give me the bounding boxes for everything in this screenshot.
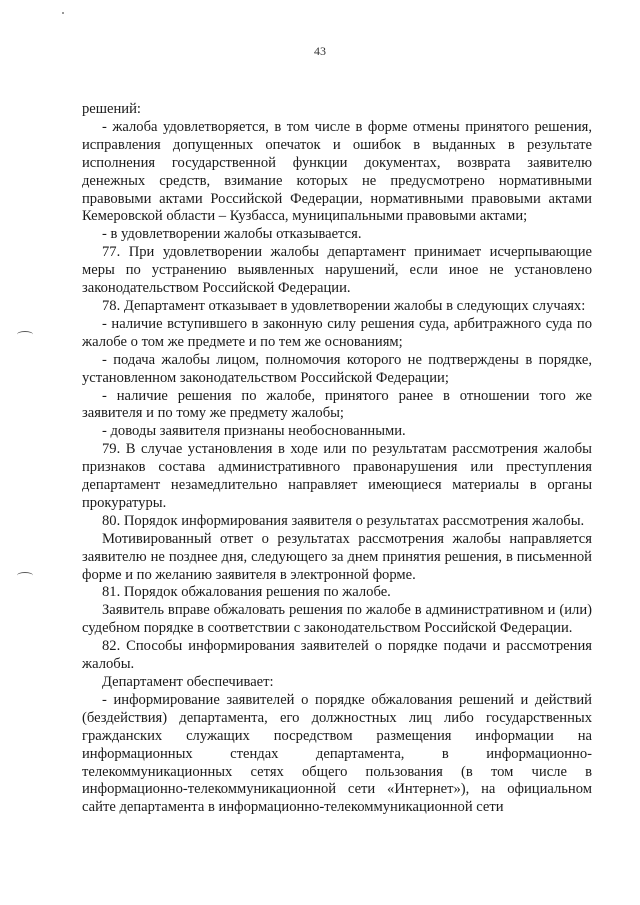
paragraph: 81. Порядок обжалования решения по жалобе.: [102, 584, 391, 601]
paragraph: - наличие вступившего в законную силу решения суда, арбитражного суда по жалобе о том же предмете и по тем же основаниям;: [82, 315, 592, 350]
paragraph: решений:: [82, 101, 141, 117]
paragraph: - доводы заявителя признаны необоснованными.: [102, 423, 406, 440]
page-number: 43: [314, 44, 326, 58]
paragraph: 78. Департамент отказывает в удовлетворении жалобы в следующих случаях:: [102, 297, 586, 314]
document-body: [82, 101, 592, 817]
paragraph: - информирование заявителей о порядке обжалования решений и действий (бездействия) департамента, его должностных лиц либо государственных гражданских служащих посредством размещения информации на информационных стендах департамента, в информационно-телекоммуникационных сетях общего пользования (в том числе в информационно-телекоммуникационной сети «Интернет»), на официальном сайте департамента в информационно-телекоммуникационной сети: [82, 691, 592, 816]
paragraph: Мотивированный ответ о результатах рассмотрения жалобы направляется заявителю не позднее дня, следующего за днем принятия решения, в письменной форме и по желанию заявителя в электронной форме.: [82, 530, 592, 583]
binding-hole-mark-top: [17, 331, 33, 338]
paragraph: Заявитель вправе обжаловать решения по жалобе в административном и (или) судебном порядке в соответствии с законодательством Российской Федерации.: [82, 602, 592, 637]
binding-hole-mark-bottom: [17, 572, 33, 579]
scan-speck: [62, 12, 64, 14]
paragraph: 77. При удовлетворении жалобы департамент принимает исчерпывающие меры по устранению выявленных нарушений, если иное не установлено законодательством Российской Федерации.: [82, 244, 592, 297]
paragraph: - в удовлетворении жалобы отказывается.: [102, 226, 362, 243]
paragraph: Департамент обеспечивает:: [102, 674, 274, 690]
paragraph: 82. Способы информирования заявителей о порядке подачи и рассмотрения жалобы.: [82, 638, 592, 673]
paragraph: - жалоба удовлетворяется, в том числе в форме отмены принятого решения, исправления допущенных опечаток и ошибок в выданных в результате исполнения государственной функции документах, возврата заявителю денежных средств, взимание которых не предусмотрено нормативными правовыми актами Российской Федерации, нормативными правовыми актами Кемеровской области – Кузбасса, муниципальными правовыми актами;: [82, 118, 592, 225]
paragraph: 79. В случае установления в ходе или по результатам рассмотрения жалобы признаков состава административного правонарушения или преступления департамент незамедлительно направляет имеющиеся материалы в органы прокуратуры.: [82, 441, 592, 511]
paragraph: - наличие решения по жалобе, принятого ранее в отношении того же заявителя и по тому же предмету жалобы;: [82, 387, 592, 422]
paragraph: 80. Порядок информирования заявителя о результатах рассмотрения жалобы.: [102, 512, 585, 529]
paragraph: - подача жалобы лицом, полномочия которого не подтверждены в порядке, установленном законодательством Российской Федерации;: [82, 351, 592, 386]
